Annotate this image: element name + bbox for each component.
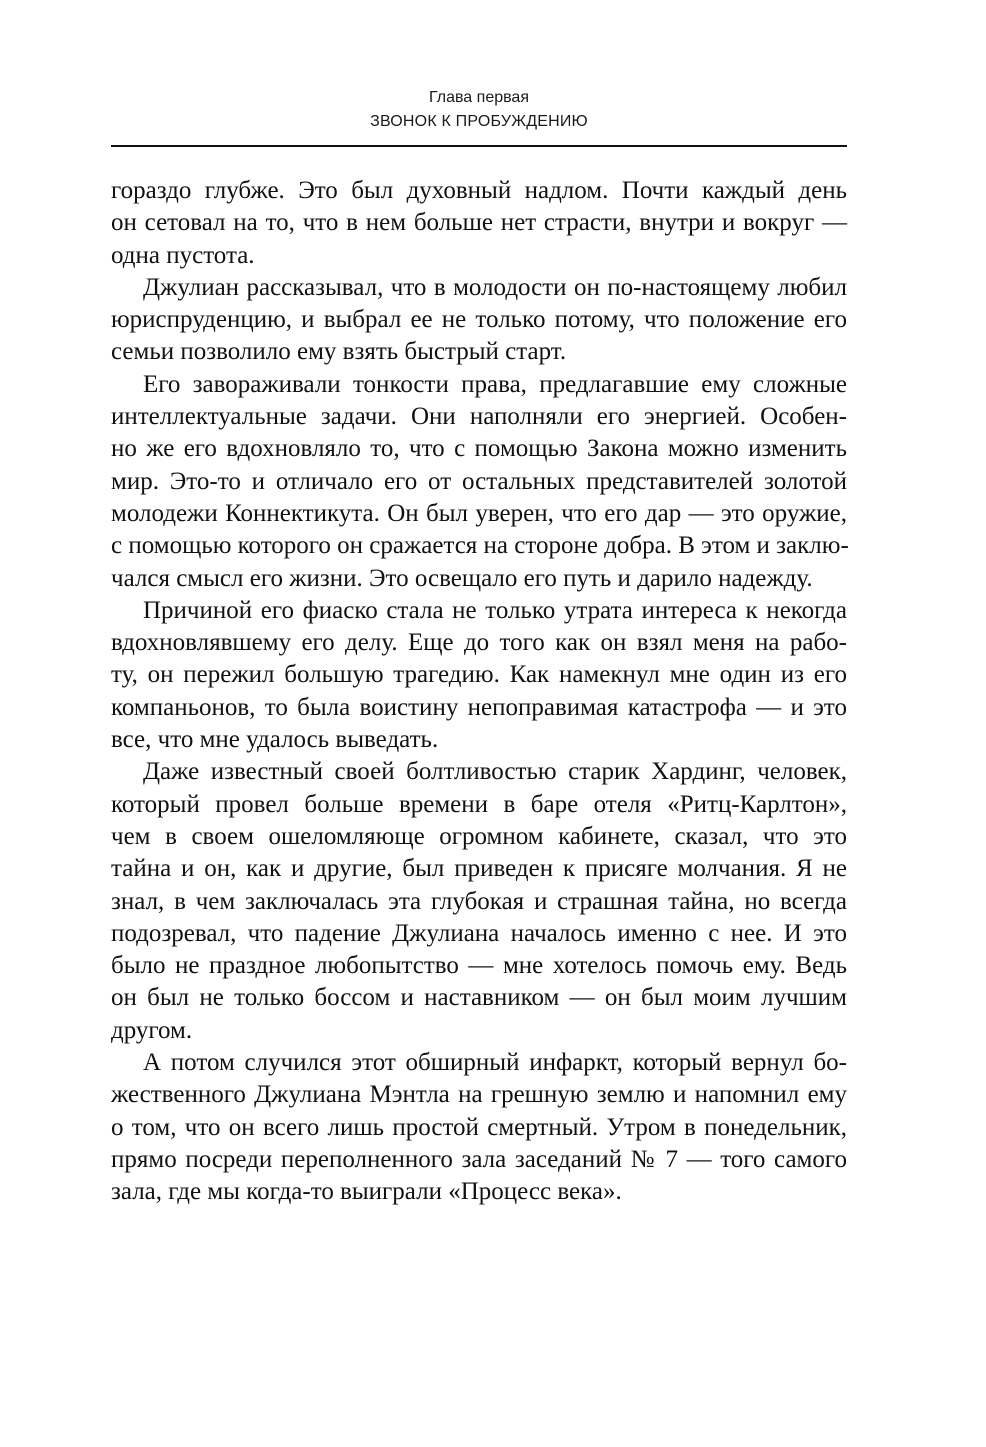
text-line: знал, в чем заключалась эта глубокая и страшная тайна, но всегда xyxy=(111,887,847,915)
text-line: юриспруденцию, и выбрал ее не только потому, что положение его xyxy=(111,306,847,334)
text-line: он был не только боссом и наставником — он был моим лучшим xyxy=(111,984,847,1012)
text-line: ту, он пережил большую трагедию. Как намекнул мне один из его xyxy=(111,661,847,689)
running-head xyxy=(111,86,847,134)
text-line: прямо посреди переполненного зала заседаний № 7 — того самого xyxy=(111,1145,847,1173)
text-line: вдохновлявшему его делу. Еще до того как он взял меня на рабо- xyxy=(111,629,847,657)
text-line: мир. Это-то и отличало его от остальных представителей золотой xyxy=(111,467,847,495)
chapter-label: Глава первая xyxy=(428,89,529,106)
paragraph xyxy=(111,272,847,369)
paragraph xyxy=(111,595,847,756)
text-line: зала, где мы когда-то выиграли «Процесс века». xyxy=(111,1178,622,1206)
text-line: жественного Джулиана Мэнтла на грешную землю и напомнил ему xyxy=(111,1081,847,1109)
text-line: о том, что он всего лишь простой смертный. Утром в понедельник, xyxy=(111,1113,847,1141)
text-line: молодежи Коннектикута. Он был уверен, что его дар — это оружие, xyxy=(111,499,847,527)
paragraph xyxy=(111,756,847,1047)
text-line: тайна и он, как и другие, был приведен к присяге молчания. Я не xyxy=(111,855,847,883)
text-line: А потом случился этот обширный инфаркт, который вернул бо- xyxy=(143,1049,847,1077)
text-line: было не праздное любопытство — мне хотелось помочь ему. Ведь xyxy=(111,952,847,980)
paragraph xyxy=(111,369,847,595)
body-text xyxy=(111,175,847,1209)
text-line: другом. xyxy=(111,1016,193,1044)
text-line: подозревал, что падение Джулиана началось именно с нее. И это xyxy=(111,919,847,947)
text-line: он сетовал на то, что в нем больше нет страсти, внутри и вокруг — xyxy=(111,209,847,237)
text-line: гораздо глубже. Это был духовный надлом. Почти каждый день xyxy=(111,177,847,204)
text-line: одна пустота. xyxy=(111,241,255,269)
text-line: компаньонов, то была воистину непоправимая катастрофа — и это xyxy=(111,693,847,721)
text-line: но же его вдохновляло то, что с помощью Закона можно изменить xyxy=(111,435,847,463)
text-line: все, что мне удалось выведать. xyxy=(111,726,439,754)
header-rule xyxy=(111,145,847,147)
text-line: Его завораживали тонкости права, предлагавшие ему сложные xyxy=(143,370,847,398)
text-line: Даже известный своей болтливостью старик Хардинг, человек, xyxy=(143,758,847,786)
paragraph xyxy=(111,1047,847,1208)
text-line: Джулиан рассказывал, что в молодости он по-настоящему любил xyxy=(143,273,847,301)
text-line: интеллектуальные задачи. Они наполняли его энергией. Особен- xyxy=(111,403,847,431)
text-line: который провел больше времени в баре отеля «Ритц-Карлтон», xyxy=(111,790,847,818)
paragraph xyxy=(111,175,847,272)
chapter-title: ЗВОНОК К ПРОБУЖДЕНИЮ xyxy=(370,113,588,130)
text-line: чем в своем ошеломляюще огромном кабинете, сказал, что это xyxy=(111,822,847,850)
text-line: чался смысл его жизни. Это освещало его путь и дарило надежду. xyxy=(111,564,813,592)
text-line: Причиной его фиаско стала не только утрата интереса к некогда xyxy=(143,596,847,624)
text-line: с помощью которого он сражается на стороне добра. В этом и заклю- xyxy=(111,532,849,560)
text-line: семьи позволило ему взять быстрый старт. xyxy=(111,338,567,366)
